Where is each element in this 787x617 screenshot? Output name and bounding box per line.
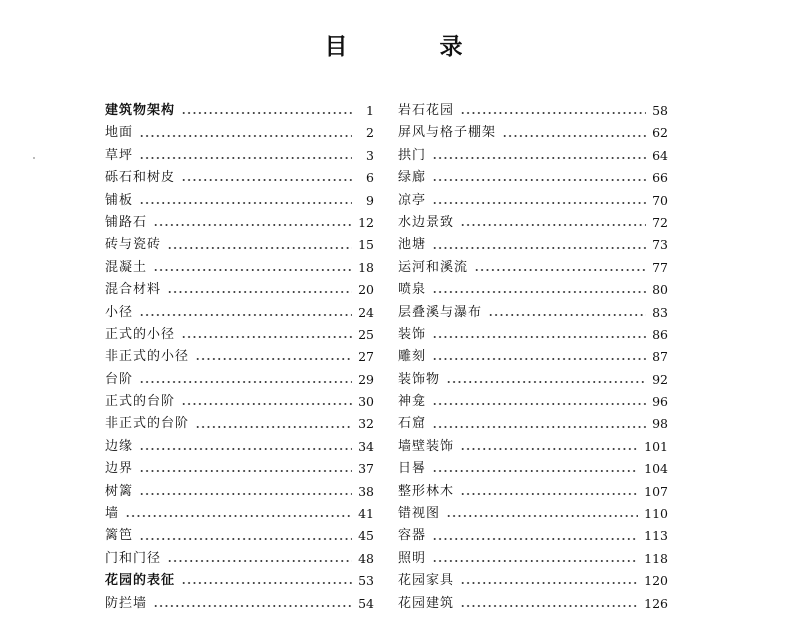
toc-dot-leader <box>460 224 646 226</box>
toc-entry-title: 整形林木 <box>398 483 455 499</box>
toc-entry-page: 87 <box>652 349 668 365</box>
toc-dot-leader <box>153 269 352 271</box>
toc-dot-leader <box>139 202 352 204</box>
toc-entry-title: 非正式的小径 <box>105 349 190 365</box>
toc-entry <box>105 279 374 301</box>
toc-entry-title: 运河和溪流 <box>398 259 469 275</box>
toc-entry-title: 神龛 <box>398 394 427 410</box>
toc-entry <box>105 190 374 212</box>
toc-entry-page: 126 <box>644 595 668 611</box>
toc-entry <box>398 593 668 615</box>
toc-entry-page: 80 <box>652 282 668 298</box>
toc-entry-page: 37 <box>358 461 374 477</box>
toc-entry <box>398 257 668 279</box>
toc-entry-title: 拱门 <box>398 147 427 163</box>
toc-dot-leader <box>460 605 638 607</box>
toc-entry-title: 花园家具 <box>398 573 455 589</box>
toc-entry <box>398 481 668 503</box>
toc-entry <box>398 190 668 212</box>
toc-entry-page: 104 <box>644 461 668 477</box>
toc-dot-leader <box>502 135 646 137</box>
toc-entry-page: 64 <box>652 147 668 163</box>
toc-entry-title: 草坪 <box>105 147 134 163</box>
toc-entry-title: 树篱 <box>105 483 134 499</box>
toc-entry <box>105 525 374 547</box>
toc-dot-leader <box>139 135 352 137</box>
toc-dot-leader <box>167 560 352 562</box>
toc-entry-page: 110 <box>644 506 668 522</box>
toc-dot-leader <box>488 314 646 316</box>
toc-entry-page: 107 <box>644 483 668 499</box>
toc-dot-leader <box>195 426 352 428</box>
toc-entry-title: 砖与瓷砖 <box>105 237 162 253</box>
toc-entry-page: 24 <box>358 304 374 320</box>
toc-entry-title: 层叠溪与瀑布 <box>398 304 483 320</box>
toc-dot-leader <box>181 112 352 114</box>
toc-entry-page: 53 <box>358 573 374 589</box>
toc-entry-title: 正式的台阶 <box>105 394 176 410</box>
toc-entry-page: 98 <box>652 416 668 432</box>
toc-entry-page: 120 <box>644 573 668 589</box>
toc-entry-page: 18 <box>358 259 374 275</box>
toc-entry-page: 9 <box>366 192 374 208</box>
toc-entry-page: 38 <box>358 483 374 499</box>
toc-dot-leader <box>432 403 646 405</box>
toc-entry-page: 66 <box>652 170 668 186</box>
toc-entry-title: 建筑物架构 <box>105 103 176 118</box>
toc-entry-title: 装饰 <box>398 326 427 342</box>
toc-entry-page: 58 <box>652 103 668 118</box>
toc-dot-leader <box>181 179 352 181</box>
toc-entry <box>105 100 374 122</box>
toc-entry-title: 小径 <box>105 304 134 320</box>
toc-dot-leader <box>432 247 646 249</box>
toc-left-column <box>105 100 374 615</box>
toc-entry-page: 32 <box>358 416 374 432</box>
toc-entry-page: 29 <box>358 371 374 387</box>
toc-entry-page: 27 <box>358 349 374 365</box>
toc-entry-page: 30 <box>358 394 374 410</box>
toc-entry <box>105 234 374 256</box>
toc-dot-leader <box>153 224 352 226</box>
toc-entry-page: 92 <box>652 371 668 387</box>
toc-entry <box>105 257 374 279</box>
toc-entry-title: 非正式的台阶 <box>105 416 190 432</box>
toc-entry <box>398 436 668 458</box>
toc-entry-title: 边缘 <box>105 438 134 454</box>
toc-entry-title: 绿廊 <box>398 170 427 186</box>
toc-entry <box>398 234 668 256</box>
toc-dot-leader <box>460 112 646 114</box>
toc-dot-leader <box>432 560 638 562</box>
toc-entry-page: 15 <box>358 237 374 253</box>
toc-entry-title: 铺板 <box>105 192 134 208</box>
toc-entry-page: 34 <box>358 438 374 454</box>
toc-entry-title: 混合材料 <box>105 282 162 298</box>
toc-entry <box>105 302 374 324</box>
toc-dot-leader <box>139 493 352 495</box>
toc-dot-leader <box>446 381 646 383</box>
toc-entry-title: 台阶 <box>105 371 134 387</box>
toc-entry <box>398 458 668 480</box>
toc-entry-title: 池塘 <box>398 237 427 253</box>
toc-entry <box>398 122 668 144</box>
toc-entry-page: 48 <box>358 550 374 566</box>
toc-dot-leader <box>139 470 352 472</box>
toc-entry-title: 花园建筑 <box>398 595 455 611</box>
toc-dot-leader <box>181 336 352 338</box>
page-title: 目 录 <box>324 34 505 60</box>
toc-entry-title: 防拦墙 <box>105 595 148 611</box>
toc-entry-title: 日晷 <box>398 461 427 477</box>
toc-entry-page: 73 <box>652 237 668 253</box>
toc-entry <box>398 503 668 525</box>
toc-dot-leader <box>181 403 352 405</box>
toc-dot-leader <box>139 381 352 383</box>
toc-entry-page: 1 <box>366 103 374 118</box>
toc-entry-title: 装饰物 <box>398 371 441 387</box>
toc-entry <box>105 481 374 503</box>
toc-entry <box>105 122 374 144</box>
toc-entry-page: 3 <box>366 147 374 163</box>
toc-dot-leader <box>432 426 646 428</box>
toc-entry-title: 铺路石 <box>105 214 148 230</box>
toc-entry-title: 混凝土 <box>105 259 148 275</box>
toc-entry-page: 41 <box>358 506 374 522</box>
toc-entry-page: 101 <box>644 438 668 454</box>
toc-entry <box>105 212 374 234</box>
toc-dot-leader <box>432 291 646 293</box>
toc-dot-leader <box>125 515 352 517</box>
toc-dot-leader <box>432 157 646 159</box>
toc-entry-title: 错视图 <box>398 506 441 522</box>
toc-right-column <box>398 100 668 615</box>
toc-dot-leader <box>167 291 352 293</box>
toc-entry <box>398 391 668 413</box>
toc-entry <box>105 570 374 592</box>
toc-entry-page: 2 <box>366 125 374 141</box>
toc-dot-leader <box>153 605 352 607</box>
toc-dot-leader <box>195 358 352 360</box>
toc-entry <box>398 413 668 435</box>
toc-entry <box>105 145 374 167</box>
toc-entry-title: 花园的表征 <box>105 573 176 589</box>
toc-dot-leader <box>432 202 646 204</box>
toc-entry-title: 照明 <box>398 550 427 566</box>
toc-entry-title: 喷泉 <box>398 282 427 298</box>
toc-entry-title: 砾石和树皮 <box>105 170 176 186</box>
toc-entry <box>398 548 668 570</box>
toc-entry <box>398 212 668 234</box>
toc-entry <box>105 324 374 346</box>
toc-dot-leader <box>181 582 352 584</box>
toc-entry <box>105 503 374 525</box>
toc-entry-title: 岩石花园 <box>398 103 455 118</box>
toc-entry-page: 62 <box>652 125 668 141</box>
toc-entry-page: 70 <box>652 192 668 208</box>
toc-dot-leader <box>432 336 646 338</box>
toc-entry-title: 门和门径 <box>105 550 162 566</box>
toc-entry-page: 45 <box>358 528 374 544</box>
toc-entry <box>398 279 668 301</box>
toc-entry-page: 72 <box>652 214 668 230</box>
toc-entry <box>398 570 668 592</box>
toc-dot-leader <box>460 493 638 495</box>
toc-entry-title: 石窟 <box>398 416 427 432</box>
toc-dot-leader <box>139 538 352 540</box>
toc-dot-leader <box>432 358 646 360</box>
toc-entry-page: 86 <box>652 326 668 342</box>
toc-entry-page: 25 <box>358 326 374 342</box>
toc-entry <box>398 324 668 346</box>
toc-entry-title: 墙 <box>105 506 120 522</box>
toc-dot-leader <box>139 157 352 159</box>
toc-dot-leader <box>474 269 646 271</box>
toc-dot-leader <box>460 582 638 584</box>
toc-entry <box>398 167 668 189</box>
toc-entry <box>398 346 668 368</box>
toc-entry <box>105 369 374 391</box>
toc-entry <box>105 593 374 615</box>
toc-entry <box>398 369 668 391</box>
toc-entry <box>398 525 668 547</box>
toc-entry <box>105 458 374 480</box>
toc-entry <box>105 548 374 570</box>
toc-entry-title: 凉亭 <box>398 192 427 208</box>
toc-dot-leader <box>432 470 638 472</box>
toc-entry-page: 20 <box>358 282 374 298</box>
toc-dot-leader <box>460 448 638 450</box>
toc-entry <box>105 413 374 435</box>
toc-entry <box>398 100 668 122</box>
toc-entry-page: 77 <box>652 259 668 275</box>
toc-entry-title: 地面 <box>105 125 134 141</box>
toc-entry <box>105 167 374 189</box>
toc-dot-leader <box>139 448 352 450</box>
scan-speck <box>33 157 35 159</box>
toc-entry-page: 54 <box>358 595 374 611</box>
toc-entry-title: 屏风与格子棚架 <box>398 125 497 141</box>
toc-entry <box>398 145 668 167</box>
toc-entry <box>105 391 374 413</box>
toc-dot-leader <box>432 538 638 540</box>
toc-entry-title: 墙壁装饰 <box>398 438 455 454</box>
toc-dot-leader <box>446 515 638 517</box>
toc-entry <box>105 346 374 368</box>
toc-entry-page: 113 <box>644 528 668 544</box>
toc-entry-title: 雕刻 <box>398 349 427 365</box>
toc-entry-page: 118 <box>644 550 668 566</box>
toc-dot-leader <box>167 247 352 249</box>
toc-entry-page: 96 <box>652 394 668 410</box>
toc-entry-title: 正式的小径 <box>105 326 176 342</box>
toc-entry-page: 12 <box>358 214 374 230</box>
toc-entry-title: 篱笆 <box>105 528 134 544</box>
toc-entry-title: 水边景致 <box>398 214 455 230</box>
toc-dot-leader <box>432 179 646 181</box>
toc-entry-page: 6 <box>366 170 374 186</box>
toc-dot-leader <box>139 314 352 316</box>
toc-entry-page: 83 <box>652 304 668 320</box>
toc-entry-title: 边界 <box>105 461 134 477</box>
toc-entry <box>398 302 668 324</box>
toc-entry-title: 容器 <box>398 528 427 544</box>
toc-entry <box>105 436 374 458</box>
